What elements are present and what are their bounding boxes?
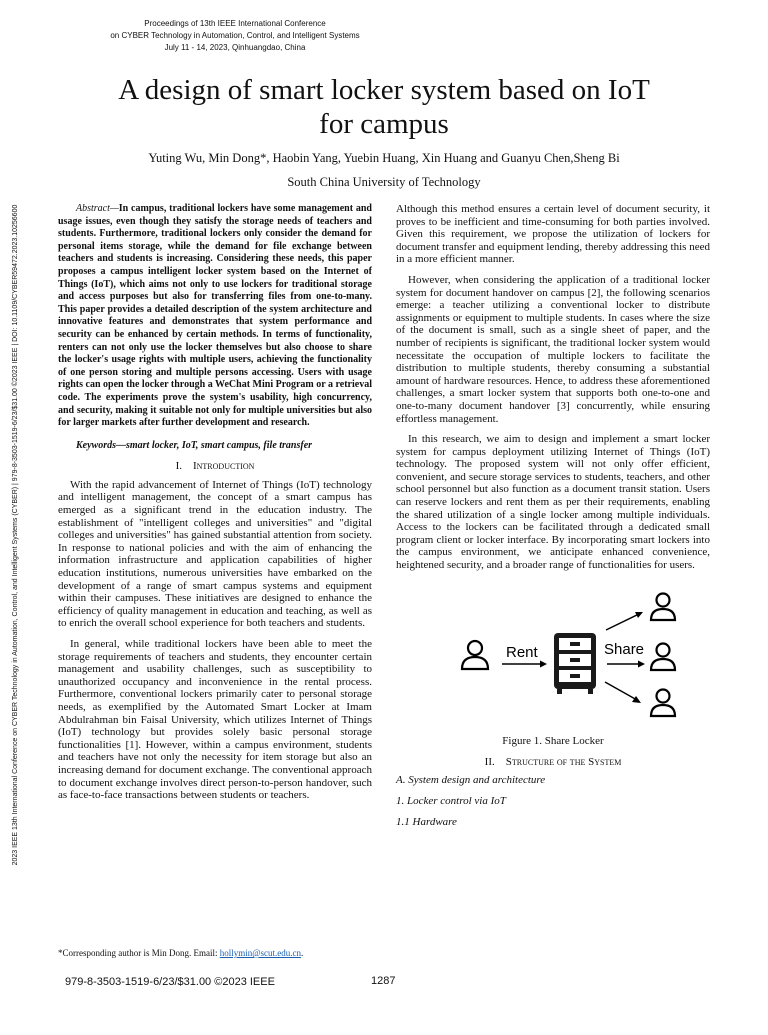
section-number: I. [175, 460, 182, 473]
figure-caption: Figure 1. Share Locker [502, 735, 604, 748]
rent-label: Rent [506, 643, 538, 661]
renter-person-icon [462, 641, 488, 669]
abstract [58, 203, 372, 430]
paragraph-1: Although this method ensures a certain level of document security, it proves to be inefficient and time-consuming for both parties involved. Given this requirement, we propose the utilization of lockers for document transfer and equipment lending, thereby addressing this need in a more efficient manner. [396, 203, 710, 266]
side-margin-citation: 2023 IEEE 13th International Conference on CYBER Technology in Automation, Control, and Intelligent Systems (CYBER) | 979-8-3503-1519-6/23/$31.00 ©2023 IEEE | DOI: 10.1109/CYBER59472.2023.10256600 [12, 204, 19, 866]
section-number: II. [484, 755, 495, 768]
author-email-link[interactable]: hollymin@scut.edu.cn [219, 948, 302, 958]
section-title: Introduction [192, 460, 255, 473]
right-column [396, 203, 710, 836]
recipient-person-icon [651, 593, 675, 620]
recipient-person-icon [651, 689, 675, 716]
share-locker-figure [443, 586, 695, 728]
share-arrow-middle [607, 660, 645, 667]
intro-paragraph-2: In general, while traditional lockers have been able to meet the storage requirements of teachers and students, they encounter certain management and usability challenges, such as susceptibility to unauthorized occupancy and inconvenience in the rental process. Furthermore, conventional lockers primarily cater to personal storage needs, as exemplified by the Automated Smart Locker at Imam Abdulrahman bin Faisal University, which utilizes Internet of Things (IoT) technology but provides solely basic personal storage functionalities [1]. However, within a campus environment, students and teachers have not only the necessity for item storage but also an increasing demand for document exchange. The conventional approach to document exchange involves direct person-to-person handover, such as face-to-face transactions between students or teachers. [58, 638, 372, 802]
subsection-1: 1. Locker control via IoT [396, 795, 506, 807]
paragraph-2: However, when considering the application of a traditional locker system for document handover on campus [2], the following scenarios emerge: a teacher utilizing a conventional locker to distribute assignments or equipment to multiple students. In cases where the size of the document is small, such as a single sheet of paper, and the number of recipients is significant, the traditional locker system would necessitate the occupation of multiple lockers to facilitate the distribution to multiple students, thereby consuming a substantial amount of hardware resources. Hence, to address these aforementioned challenges, a smart locker system that supports both one-to-one and one-to-many document handover [3] concurrently, while ensuring effortless management. [396, 273, 710, 425]
intro-paragraph-1: With the rapid advancement of Internet of Things (IoT) technology and intelligent management, the concept of a smart campus has emerged as a significant trend in the education industry. The establishment of "intelligent colleges and universities" and "digital colleges and universities" has gained substantial attention from society. In response to national policies and with the aim of enhancing the information infrastructure and application capabilities of higher education institutions, numerous universities have embarked on the development of a range of smart campus systems and equipment within their campuses. These initiatives are designed to enhance the efficiency of quality management in education and teaching, as well as to enrich the overall school experience for both teachers and students. [58, 478, 372, 630]
section-heading-structure [396, 756, 710, 769]
copyright-notice: 979-8-3503-1519-6/23/$31.00 ©2023 IEEE [65, 976, 275, 988]
recipient-person-icon [651, 643, 675, 670]
abstract-body: In campus, traditional lockers have some management and usage issues, even though they satisfy the storage needs of teachers and students. Furthermore, traditional lockers only consider the demand for personal items storage, while the demand for file exchange between teachers and students is increasing. Considering these needs, this paper proposes a campus intelligent locker system based on the Internet of Things (IoT), which aims not only to use lockers for traditional storage and access purposes but also for transferring files from one-to-many. This paper provides a detailed description of the system architecture and innovative features and demonstrates that system performance and security can be enhanced by certain methods. In terms of functionality, renters can not only use the locker themselves but also choose to share the locker's usage rights with multiple users, achieving the functionality of one person storing and multiple persons accessing. Users with usage rights can open the locker through a WeChat Mini Program or a retrieval code. The experiments prove the system's usability, high concurrency, and security, making it suitable not only for multiple universities but also for larger markets after further development and research. [58, 203, 372, 429]
locker-cabinet-icon [554, 633, 596, 694]
proceedings-line-3: July 11 - 14, 2023, Qinhuangdao, China [164, 43, 306, 52]
proceedings-line-2: on CYBER Technology in Automation, Control, and Intelligent Systems [110, 31, 360, 40]
subsection-1-1: 1.1 Hardware [396, 815, 457, 828]
left-column [58, 203, 372, 810]
proceedings-line-1: Proceedings of 13th IEEE International Conference [144, 19, 326, 28]
title-line-1: A design of smart locker system based on IoT [118, 74, 650, 106]
conference-header [20, 18, 450, 54]
keywords: Keywords—smart locker, IoT, smart campus, file transfer [76, 439, 313, 451]
corresponding-author-footnote [58, 948, 303, 958]
abstract-lead: Abstract— [76, 203, 119, 214]
affiliation: South China University of Technology [287, 175, 481, 189]
footnote-end: . [301, 948, 304, 958]
footnote-text: *Corresponding author is Min Dong. Email: [58, 948, 220, 958]
rent-arrow [502, 660, 547, 667]
title-line-2: for campus [319, 108, 449, 140]
paragraph-3: In this research, we aim to design and implement a smart locker system for campus deployment utilizing Internet of Things (IoT) technology. The proposed system will not only offer efficient, convenient, and secure storage services to students, teachers, and other school personnel but also function as a document transit station. Users can reserve lockers and rent them as per their requirements, enabling the shared utilization of a single locker among multiple individuals. Access to the lockers can be facilitated through a dedicated small program client or locker interface. By incorporating smart lockers into the campus environment, we anticipate enhanced convenience, heightened security, and a broader range of functionalities for users. [396, 433, 710, 572]
share-label: Share [604, 640, 645, 658]
share-arrow-down [605, 682, 641, 703]
share-arrow-up [606, 612, 643, 630]
section-heading-introduction [58, 460, 372, 473]
subsection-a: A. System design and architecture [396, 774, 546, 787]
author-list: Yuting Wu, Min Dong*, Haobin Yang, Yuebin Huang, Xin Huang and Guanyu Chen,Sheng Bi [148, 151, 620, 165]
section-title: Structure of the System [505, 755, 622, 768]
page-number: 1287 [371, 975, 396, 987]
paper-title [60, 73, 708, 141]
